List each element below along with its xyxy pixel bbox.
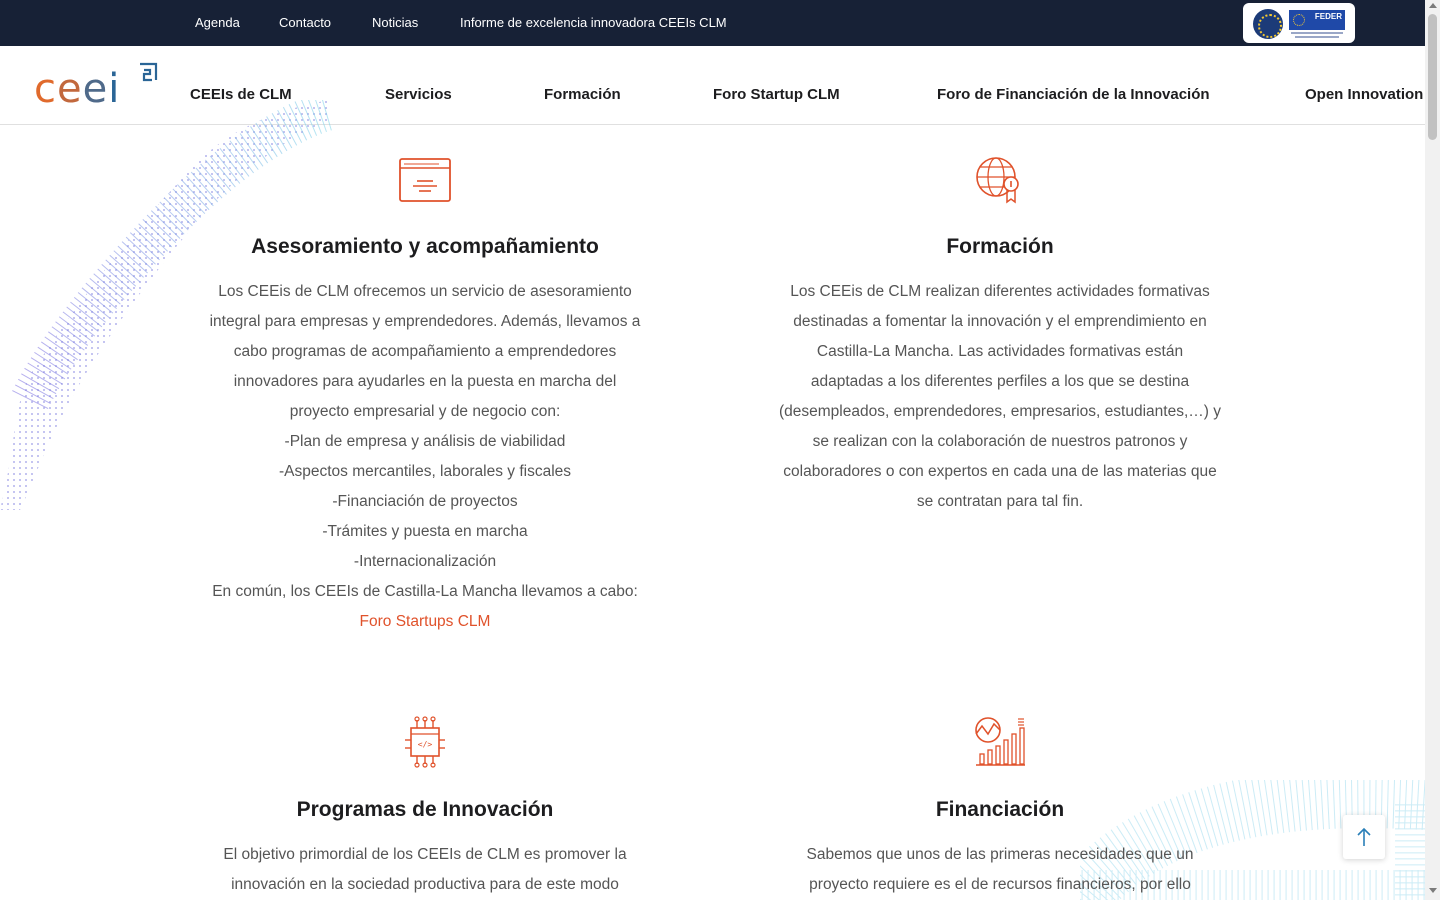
list-item: -Internacionalización bbox=[353, 553, 497, 570]
topbar-link-informe[interactable]: Informe de excelencia innovadora CEEIs CLM bbox=[460, 15, 727, 30]
card-text-line: Los CEEis de CLM ofrecemos un servicio de asesoramiento bbox=[218, 283, 632, 300]
card-text-line: Sabemos que unos de las primeras necesidades que un bbox=[806, 846, 1194, 863]
arrow-up-icon bbox=[1343, 815, 1385, 859]
eu-feder-badge bbox=[1243, 3, 1355, 43]
svg-text:ceei: ceei bbox=[34, 66, 121, 110]
card-formacion bbox=[750, 155, 1250, 517]
card-text-line: (desempleados, emprendedores, empresarios, estudiantes,…) y bbox=[779, 403, 1221, 420]
growth-chart-icon bbox=[974, 716, 1026, 768]
topbar-link-contacto[interactable]: Contacto bbox=[279, 15, 332, 30]
big-logo-icon bbox=[1253, 9, 1283, 39]
feder-label: FEDER bbox=[1314, 12, 1342, 21]
list-item: -Trámites y puesta en marcha bbox=[322, 523, 528, 540]
card-title: Financiación bbox=[935, 798, 1065, 821]
nav-formacion[interactable]: Formación bbox=[544, 86, 621, 103]
nav-foro-startup[interactable]: Foro Startup CLM bbox=[713, 86, 840, 103]
card-title: Formación bbox=[946, 235, 1054, 258]
topbar-link-noticias[interactable]: Noticias bbox=[372, 15, 419, 30]
card-title: Asesoramiento y acompañamiento bbox=[251, 235, 599, 258]
card-text-line: se realizan con la colaboración de nuestros patronos y bbox=[812, 433, 1188, 450]
card-text-line: integral para empresas y emprendedores. Además, llevamos a bbox=[209, 313, 641, 330]
card-asesoramiento bbox=[175, 155, 675, 637]
card-programas bbox=[175, 716, 675, 900]
page-scrollbar[interactable] bbox=[1425, 0, 1440, 900]
card-text-line: adaptadas a los diferentes perfiles a los que se destina bbox=[810, 373, 1190, 390]
foro-startups-link[interactable]: Foro Startups CLM bbox=[359, 613, 491, 630]
card-text-line: innovación en la sociedad productiva para de este modo bbox=[231, 876, 619, 893]
scrollbar-thumb[interactable] bbox=[1428, 14, 1437, 140]
card-text-line: En común, los CEEIs de Castilla-La Mancha llevamos a cabo: bbox=[212, 583, 638, 600]
topbar-link-agenda[interactable]: Agenda bbox=[195, 15, 240, 30]
eu-flag-icon bbox=[1289, 10, 1345, 30]
list-item: -Financiación de proyectos bbox=[332, 493, 518, 510]
svg-text:</>: </> bbox=[417, 740, 433, 749]
list-item: -Aspectos mercantiles, laborales y fiscales bbox=[278, 463, 572, 480]
top-bar bbox=[0, 0, 1425, 46]
nav-foro-financiacion[interactable]: Foro de Financiación de la Innovación bbox=[937, 86, 1210, 103]
card-text-line: proyecto requiere es el de recursos financieros, por ello bbox=[809, 876, 1191, 893]
browser-window-icon bbox=[399, 155, 451, 203]
globe-award-icon bbox=[976, 155, 1024, 207]
nav-servicios[interactable]: Servicios bbox=[385, 86, 452, 103]
card-financiacion bbox=[750, 716, 1250, 900]
scroll-down-arrow-icon[interactable] bbox=[1429, 888, 1437, 893]
chip-code-icon bbox=[403, 716, 447, 768]
card-text-line: innovadores para ayudarles en la puesta en marcha del bbox=[233, 373, 617, 390]
card-text-line: proyecto empresarial y de negocio con: bbox=[289, 403, 561, 420]
nav-open-innovation[interactable]: Open Innovation bbox=[1305, 86, 1424, 103]
scroll-up-arrow-icon[interactable] bbox=[1429, 3, 1437, 8]
card-text-line: colaboradores o con expertos en cada una de las materias que bbox=[783, 463, 1217, 480]
card-text-line: Los CEEis de CLM realizan diferentes actividades formativas bbox=[790, 283, 1210, 300]
card-title: Programas de Innovación bbox=[296, 798, 554, 821]
list-item: -Plan de empresa y análisis de viabilidad bbox=[284, 433, 566, 450]
nav-ceeis-de-clm[interactable]: CEEIs de CLM bbox=[190, 86, 292, 103]
card-text-line: destinadas a fomentar la innovación y el emprendimiento en bbox=[793, 313, 1207, 330]
back-to-top-button[interactable] bbox=[1343, 815, 1385, 859]
card-text-line: se contratan para tal fin. bbox=[916, 493, 1084, 510]
card-text-line: cabo programas de acompañamiento a emprendedores bbox=[233, 343, 617, 360]
card-text-line: El objetivo primordial de los CEEIs de CLM es promover la bbox=[223, 846, 627, 863]
card-text-line: Castilla-La Mancha. Las actividades formativas están bbox=[816, 343, 1184, 360]
